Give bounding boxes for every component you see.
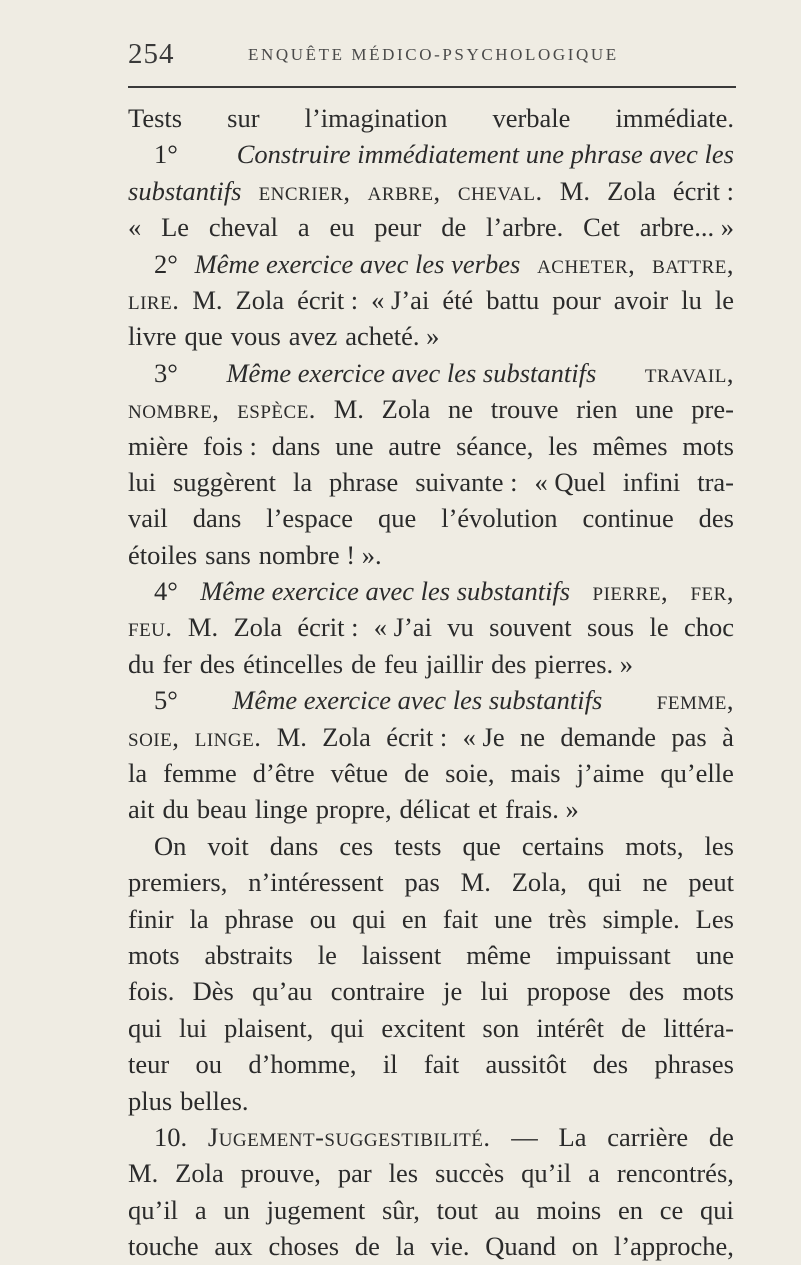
word: que xyxy=(184,321,223,352)
word: j’aime xyxy=(576,758,645,789)
word: M. xyxy=(187,612,219,643)
word: de xyxy=(621,1012,647,1043)
word: pas xyxy=(404,867,440,898)
word: ne xyxy=(520,721,546,752)
word: le xyxy=(649,612,669,643)
word: encrier, xyxy=(258,175,351,206)
word: travail, xyxy=(644,357,734,388)
word: « J’ai xyxy=(371,284,430,315)
word: du xyxy=(128,648,155,679)
text-line xyxy=(128,937,734,973)
word: « xyxy=(128,212,142,243)
word: le xyxy=(317,939,337,970)
word: un xyxy=(223,1194,250,1225)
word: M. xyxy=(460,867,491,898)
word: continue xyxy=(582,503,674,534)
word: sous xyxy=(586,612,635,643)
word: Quand xyxy=(485,1231,556,1262)
word: 1° xyxy=(154,139,178,170)
word: des xyxy=(199,648,236,679)
word: Tests xyxy=(128,103,183,133)
word: On xyxy=(154,830,187,861)
word: Les xyxy=(695,903,734,934)
word: qu’il xyxy=(521,1158,572,1189)
word: pre- xyxy=(691,394,734,425)
text-line xyxy=(128,901,734,937)
word: mais xyxy=(510,758,561,789)
word: lu xyxy=(681,284,702,315)
word: succès xyxy=(435,1158,505,1189)
word: « J’ai xyxy=(373,612,432,643)
word: ne xyxy=(448,394,474,425)
text-line xyxy=(128,1192,734,1228)
word: vie. xyxy=(430,1231,470,1262)
word: des xyxy=(592,1049,629,1080)
word: acheter, xyxy=(537,248,636,279)
word: femme xyxy=(163,758,237,789)
word: acheté. » xyxy=(345,321,440,352)
word: fois. xyxy=(128,976,175,1007)
word: du xyxy=(162,794,189,825)
text-line xyxy=(128,391,734,427)
word: beau xyxy=(196,794,247,825)
word: les xyxy=(388,1158,419,1189)
word: délicat xyxy=(399,794,471,825)
word: mots xyxy=(682,976,734,1007)
word: mots xyxy=(128,939,180,970)
word: choses xyxy=(268,1231,340,1262)
text-line xyxy=(128,828,734,864)
word: aussitôt xyxy=(485,1049,567,1080)
word: finir xyxy=(128,903,174,934)
text-line xyxy=(128,755,734,791)
word: fer, xyxy=(690,576,734,607)
word: a xyxy=(588,1158,600,1189)
word: Zola, xyxy=(511,867,567,898)
word: avez xyxy=(288,321,338,352)
text-line xyxy=(128,609,734,645)
word: dans xyxy=(269,830,319,861)
word: peur xyxy=(374,212,422,243)
word: rencontrés, xyxy=(616,1158,734,1189)
word: nombre ! ». xyxy=(258,539,382,570)
word: que xyxy=(462,830,501,861)
word: ait xyxy=(128,794,155,825)
word: fer xyxy=(162,648,192,679)
word: qui xyxy=(352,903,386,934)
word: pierre, xyxy=(592,576,669,607)
word: excitent xyxy=(381,1012,466,1043)
word: tests xyxy=(394,830,442,861)
word: des xyxy=(491,648,527,679)
word: fait xyxy=(423,1049,460,1080)
word: les xyxy=(704,830,734,861)
word: Même exercice avec les substantifs xyxy=(200,576,571,607)
word: même xyxy=(466,939,531,970)
text-line xyxy=(128,318,734,354)
word: prouve, xyxy=(240,1158,321,1189)
word: d’être xyxy=(252,758,315,789)
word: tra- xyxy=(697,466,734,497)
word: linge xyxy=(254,794,308,825)
text-line xyxy=(128,246,734,282)
word: littéra- xyxy=(663,1012,734,1043)
word: Même exercice avec les substantifs xyxy=(232,685,603,716)
word: contraire xyxy=(330,976,425,1007)
word: Construire immédiatement une phrase avec les xyxy=(236,139,734,170)
word: le xyxy=(714,284,734,315)
word: Même exercice avec les verbes xyxy=(194,248,521,279)
word: l’arbre. xyxy=(486,212,564,243)
word: moins xyxy=(536,1194,602,1225)
word: des xyxy=(628,976,665,1007)
word: une xyxy=(695,939,734,970)
word: avoir xyxy=(613,284,669,315)
text-line xyxy=(128,500,734,536)
word: infini xyxy=(622,466,681,497)
text-line xyxy=(128,1046,734,1082)
word: tout xyxy=(436,1194,478,1225)
word: abstraits xyxy=(204,939,293,970)
text-line xyxy=(128,682,734,718)
word: 5° xyxy=(154,685,178,716)
word: a xyxy=(297,212,310,243)
word: ces xyxy=(339,830,374,861)
word: 10. xyxy=(154,1121,188,1152)
text-line xyxy=(128,791,734,827)
word: jugement xyxy=(266,1194,366,1225)
word: 3° xyxy=(154,357,178,388)
word: suggèrent xyxy=(172,466,276,497)
word: sûr, xyxy=(381,1194,420,1225)
word: livre xyxy=(128,321,177,352)
word: carrière xyxy=(607,1121,689,1152)
word: la xyxy=(292,466,313,497)
word: jaillir xyxy=(425,648,484,679)
text-line xyxy=(128,864,734,900)
word: pierres. » xyxy=(534,648,634,679)
word: espèce. xyxy=(237,394,316,425)
word: d’homme, xyxy=(248,1049,357,1080)
word: vous xyxy=(230,321,281,352)
word: 4° xyxy=(154,576,178,607)
word: phrase xyxy=(329,466,399,497)
text-line xyxy=(128,646,734,682)
word: on xyxy=(571,1231,599,1262)
word: arbre... » xyxy=(639,212,734,243)
word: trouve xyxy=(490,394,559,425)
word: peut xyxy=(688,867,734,898)
word: M. xyxy=(192,284,223,315)
text-line xyxy=(128,136,734,172)
word: intérêt xyxy=(536,1012,605,1043)
word: sans xyxy=(205,539,251,570)
word: belles. xyxy=(180,1085,249,1116)
word: lire. xyxy=(128,284,180,315)
word: la xyxy=(128,758,148,789)
word: Même exercice avec les substantifs xyxy=(226,357,597,388)
text-line xyxy=(128,537,734,573)
word: à xyxy=(722,721,734,752)
word: battre, xyxy=(652,248,734,279)
word: l’évolution xyxy=(441,503,558,534)
text-line xyxy=(128,1228,734,1264)
word: écrit : xyxy=(672,175,734,206)
word: vêtue xyxy=(330,758,389,789)
word: son xyxy=(482,1012,520,1043)
text-line xyxy=(128,100,734,136)
word: premiers, xyxy=(128,867,228,898)
word: été xyxy=(442,284,474,315)
word: Zola xyxy=(235,284,285,315)
word: Zola xyxy=(381,394,431,425)
word: verbale xyxy=(492,103,571,133)
page-number: 254 xyxy=(128,38,175,70)
word: par xyxy=(337,1158,372,1189)
word: de xyxy=(708,1121,734,1152)
word: pour xyxy=(552,284,601,315)
word: M. xyxy=(128,1158,159,1189)
text-line xyxy=(128,573,734,609)
word: soie, xyxy=(445,758,495,789)
word: « Je xyxy=(462,721,505,752)
word: feu xyxy=(384,648,418,679)
word: il xyxy=(382,1049,398,1080)
word: de xyxy=(404,758,430,789)
word: de xyxy=(354,1231,380,1262)
word: battu xyxy=(486,284,540,315)
text-line xyxy=(128,464,734,500)
word: mots xyxy=(682,430,734,461)
word: séance, xyxy=(456,430,534,461)
word: propre, xyxy=(315,794,392,825)
word: écrit : xyxy=(386,721,448,752)
word: teur xyxy=(128,1049,170,1080)
word: touche xyxy=(128,1231,199,1262)
word: sur xyxy=(227,103,260,133)
text-line xyxy=(128,173,734,209)
word: de xyxy=(441,212,467,243)
word: plaisent, xyxy=(224,1012,314,1043)
word: 2° xyxy=(154,248,178,279)
word: mots, xyxy=(625,830,684,861)
running-head: ENQUÊTE MÉDICO-PSYCHOLOGIQUE xyxy=(248,45,619,64)
word: simple. xyxy=(602,903,680,934)
word: soie, xyxy=(128,721,180,752)
header-rule xyxy=(128,86,736,88)
word: qu’elle xyxy=(660,758,734,789)
text-line xyxy=(128,719,734,755)
text-line xyxy=(128,355,734,391)
word: la xyxy=(189,903,209,934)
text-line xyxy=(128,428,734,464)
word: choc xyxy=(683,612,734,643)
body-text xyxy=(128,100,734,1265)
word: cheval. xyxy=(457,175,543,206)
word: lui xyxy=(480,976,509,1007)
word: immédiate. xyxy=(615,103,734,133)
word: des xyxy=(698,503,734,534)
text-line xyxy=(128,282,734,318)
word: M. xyxy=(333,394,364,425)
word: au xyxy=(494,1194,520,1225)
word: laissent xyxy=(361,939,442,970)
word: ce xyxy=(659,1194,684,1225)
word: Zola xyxy=(607,175,656,206)
word: fois : xyxy=(203,430,257,461)
word: linge. xyxy=(194,721,262,752)
word: pas xyxy=(671,721,707,752)
text-line xyxy=(128,973,734,1009)
word: arbre, xyxy=(367,175,441,206)
word: dans xyxy=(192,503,242,534)
word: mière xyxy=(128,430,189,461)
word: l’espace xyxy=(266,503,354,534)
word: femme, xyxy=(656,685,734,716)
word: substantifs xyxy=(128,175,242,206)
word: en xyxy=(617,1194,643,1225)
word: très xyxy=(548,903,587,934)
word: qui xyxy=(330,1012,365,1043)
word: qui xyxy=(587,867,622,898)
word: phrases xyxy=(654,1049,734,1080)
word: n’intéressent xyxy=(248,867,384,898)
word: autre xyxy=(388,430,442,461)
word: aux xyxy=(214,1231,253,1262)
word: phrase xyxy=(224,903,294,934)
word: rien xyxy=(576,394,618,425)
word: étincelles xyxy=(243,648,344,679)
word: vu xyxy=(447,612,474,643)
word: frais. » xyxy=(505,794,579,825)
word: qu’il xyxy=(128,1194,179,1225)
word: plus xyxy=(128,1085,173,1116)
page-header xyxy=(128,38,734,72)
word: la xyxy=(395,1231,415,1262)
word: vail xyxy=(128,503,168,534)
word: feu. xyxy=(128,612,173,643)
word: qui xyxy=(700,1194,734,1225)
word: Zola xyxy=(175,1158,224,1189)
word: Cet xyxy=(583,212,620,243)
word: l’imagination xyxy=(304,103,448,133)
word: Jugement-suggestibilité. xyxy=(207,1121,491,1152)
word: ne xyxy=(642,867,668,898)
word: propose xyxy=(526,976,611,1007)
word: voit xyxy=(207,830,249,861)
text-line xyxy=(128,1010,734,1046)
word: écrit : xyxy=(297,612,359,643)
word: une xyxy=(494,903,533,934)
word: et xyxy=(478,794,498,825)
word: impuissant xyxy=(555,939,671,970)
word: en xyxy=(401,903,427,934)
word: qui xyxy=(128,1012,162,1043)
word: l’approche, xyxy=(613,1231,734,1262)
word: Le xyxy=(161,212,190,243)
text-line xyxy=(128,1119,734,1155)
word: écrit : xyxy=(297,284,359,315)
word: suivante : xyxy=(415,466,518,497)
word: eu xyxy=(329,212,355,243)
word: — xyxy=(511,1121,538,1152)
word: je xyxy=(443,976,463,1007)
word: qu’au xyxy=(252,976,313,1007)
word: lui xyxy=(128,466,156,497)
word: « Quel xyxy=(534,466,606,497)
word: M. xyxy=(276,721,307,752)
word: ou xyxy=(195,1049,223,1080)
word: une xyxy=(635,394,674,425)
word: demande xyxy=(560,721,657,752)
text-line xyxy=(128,1155,734,1191)
word: a xyxy=(194,1194,207,1225)
word: M. xyxy=(559,175,590,206)
text-line xyxy=(128,209,734,245)
word: de xyxy=(351,648,377,679)
word: mêmes xyxy=(592,430,668,461)
word: La xyxy=(558,1121,587,1152)
word: ou xyxy=(309,903,337,934)
word: que xyxy=(378,503,417,534)
word: étoiles xyxy=(128,539,198,570)
word: fait xyxy=(442,903,479,934)
word: Zola xyxy=(233,612,283,643)
word: lui xyxy=(179,1012,207,1043)
word: Dès xyxy=(192,976,234,1007)
word: Zola xyxy=(322,721,371,752)
text-line xyxy=(128,1083,734,1119)
word: cheval xyxy=(208,212,279,243)
word: une xyxy=(335,430,374,461)
word: certains xyxy=(521,830,605,861)
word: nombre, xyxy=(128,394,220,425)
word: dans xyxy=(271,430,321,461)
word: souvent xyxy=(489,612,572,643)
word: les xyxy=(548,430,578,461)
